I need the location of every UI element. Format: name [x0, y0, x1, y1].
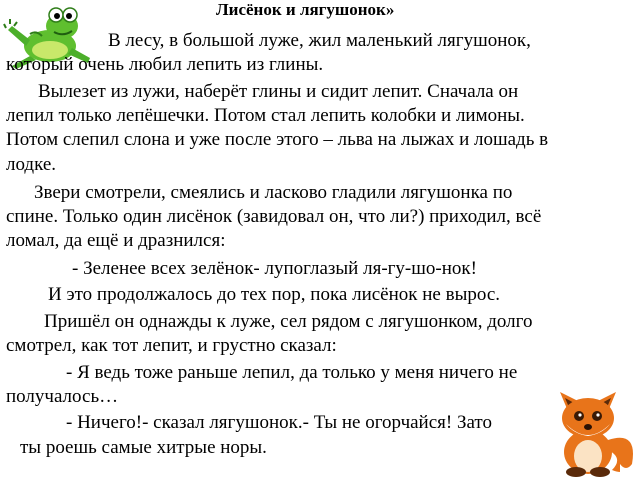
text-line: смотрел, как тот лепит, и грустно сказал: — [6, 335, 337, 356]
text-line: - Я ведь тоже раньше лепил, да только у меня ничего не — [66, 362, 518, 383]
text-line: лепил только лепёшечки. Потом стал лепить колобки и лимоны. — [6, 105, 525, 126]
text-line: который очень любил лепить из глины. — [6, 54, 324, 75]
text-line: спине. Только один лисёнок (завидовал он, что ли?) приходил, всё — [6, 206, 542, 227]
text-line: В лесу, в большой луже, жил маленький лягушонок, — [108, 30, 531, 51]
fox-icon — [546, 380, 638, 478]
text-line: ломал, да ещё и дразнился: — [6, 230, 226, 251]
text-line: И это продолжалось до тех пор, пока лисёнок не вырос. — [48, 284, 501, 305]
text-line: Потом слепил слона и уже после этого – льва на лыжах и лошадь в — [6, 129, 549, 150]
text-line: Вылезет из лужи, наберёт глины и сидит лепит. Сначала он — [38, 81, 519, 102]
text-line: получалось… — [6, 386, 119, 407]
text-line: Звери смотрели, смеялись и ласково гладили лягушонка по — [34, 182, 513, 203]
text-line: - Ничего!- сказал лягушонок.- Ты не огорчайся! Зато — [66, 412, 492, 433]
text-line: лодке. — [6, 154, 57, 175]
text-line: Пришёл он однажды к луже, сел рядом с лягушонком, долго — [44, 311, 533, 332]
page-title: Лисёнок и лягушонок» — [216, 0, 395, 19]
text-line: - Зеленее всех зелёнок- лупоглазый ля-гу-шо-нок! — [72, 258, 477, 279]
text-line: ты роешь самые хитрые норы. — [20, 437, 267, 458]
